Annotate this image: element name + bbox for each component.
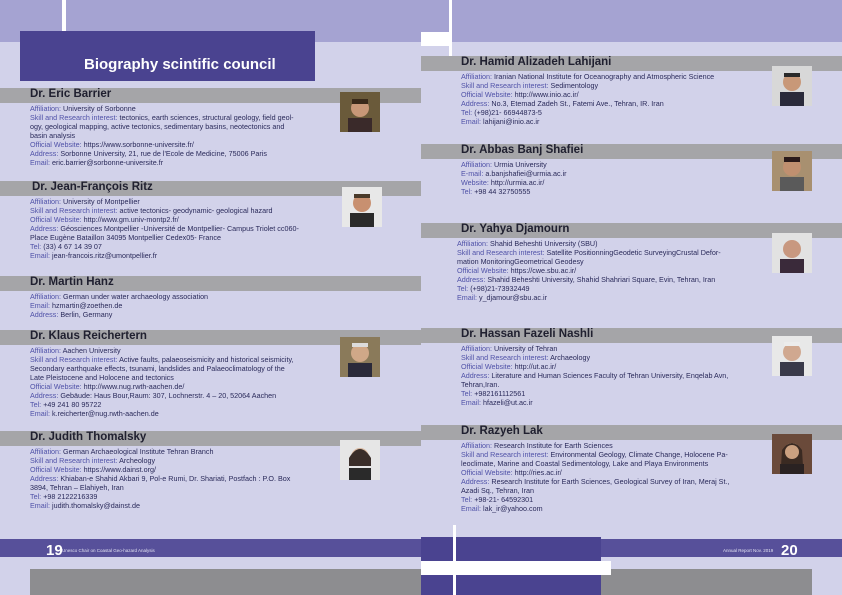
detail-value: basin analysis	[30, 131, 76, 140]
detail-label: Skill and Research interest:	[30, 355, 120, 364]
bio-details	[30, 346, 330, 418]
detail-label: Address:	[30, 474, 61, 483]
footer-text: Annual Report Nov. 2019	[723, 548, 774, 553]
detail-line	[30, 492, 330, 501]
detail-value: jean-francois.ritz@umontpellier.fr	[51, 251, 158, 260]
bio-entry	[0, 276, 421, 319]
page-heading: Biography scintific council	[84, 56, 276, 73]
footer-band	[601, 539, 842, 557]
detail-label: Tel:	[30, 492, 44, 501]
detail-line	[30, 310, 330, 319]
portrait-photo	[772, 233, 812, 273]
detail-value: +98 44 32750555	[474, 187, 531, 196]
bio-entry	[421, 328, 842, 407]
detail-label: Email:	[30, 251, 52, 260]
bio-entry	[421, 425, 842, 513]
detail-line	[461, 72, 771, 81]
name-bar	[0, 276, 421, 291]
detail-label: Skill and Research interest:	[30, 206, 120, 215]
detail-line	[30, 113, 330, 122]
detail-label: Address:	[461, 477, 492, 486]
detail-value: Gebäude: Haus Bour,Raum: 307, Lochnerstr. 4 – 20, 52064 Aachen	[60, 391, 277, 400]
detail-line	[461, 389, 771, 398]
detail-label: Address:	[457, 275, 488, 284]
portrait-photo	[772, 66, 812, 106]
detail-value: lahijani@inio.ac.ir	[482, 117, 540, 126]
detail-value: http://ut.ac.ir/	[514, 362, 557, 371]
footer-text: Unesco Chair on Coastal Geo-hazard Analysis	[62, 548, 155, 553]
bio-details	[461, 441, 771, 513]
detail-label: Website:	[461, 178, 491, 187]
detail-line	[30, 501, 330, 510]
detail-value: Research Institute for Earth Sciences, Geological Survey of Iran, Meraj St.,	[491, 477, 730, 486]
detail-line	[461, 450, 771, 459]
detail-value: active tectonics- geodynamic- geological hazard	[119, 206, 273, 215]
detail-line	[461, 495, 771, 504]
detail-line	[30, 149, 330, 158]
detail-label: Official Website:	[30, 140, 84, 149]
detail-value: Aachen University	[62, 346, 121, 355]
detail-label: Official Website:	[457, 266, 511, 275]
detail-line	[461, 459, 771, 468]
detail-line	[30, 346, 330, 355]
detail-line	[461, 169, 761, 178]
person-name: Dr. Abbas Banj Shafiei	[461, 144, 584, 156]
detail-line	[461, 344, 771, 353]
person-name: Dr. Klaus Reichertern	[30, 330, 147, 342]
detail-label: Affiliation:	[461, 441, 495, 450]
detail-value: ogy, geological mapping, active tectonics, sedimentary basins, neotectonics and	[30, 122, 285, 131]
detail-label: Skill and Research interest:	[30, 456, 120, 465]
detail-line	[30, 465, 330, 474]
detail-value: Iranian National Institute for Oceanography and Atmospheric Science	[494, 72, 715, 81]
detail-label: Affiliation:	[461, 344, 495, 353]
bio-details	[461, 344, 771, 407]
detail-label: Affiliation:	[30, 346, 63, 355]
detail-label: Official Website:	[461, 362, 515, 371]
bio-entry	[0, 330, 421, 418]
detail-value: Research Institute for Earth Sciences	[494, 441, 613, 450]
detail-line	[30, 197, 340, 206]
detail-line	[30, 131, 330, 140]
detail-value: Urmia University	[494, 160, 547, 169]
detail-value: (+98)21- 66944873-5	[474, 108, 542, 117]
detail-line	[461, 504, 771, 513]
detail-label: Email:	[461, 398, 483, 407]
detail-label: Affiliation:	[461, 72, 495, 81]
bio-details	[30, 197, 340, 260]
detail-line	[30, 242, 340, 251]
detail-label: Email:	[30, 158, 52, 167]
portrait-photo	[772, 336, 812, 376]
detail-value: hfazeli@ut.ac.ir	[482, 398, 533, 407]
detail-label: Email:	[30, 301, 52, 310]
detail-line	[457, 239, 757, 248]
detail-line	[30, 224, 340, 233]
detail-value: leoclimate, Marine and Coastal Sedimentology, Lake and Playa Environments	[461, 459, 709, 468]
detail-value: eric.barrier@sorbonne-universite.fr	[51, 158, 164, 167]
detail-value: tectonics, earth sciences, structural geology, field geol-	[119, 113, 294, 122]
bio-entry	[0, 88, 421, 167]
detail-line	[30, 364, 330, 373]
detail-value: Active faults, palaeoseismicity and historical seismicity,	[119, 355, 294, 364]
person-name: Dr. Yahya Djamourn	[461, 223, 570, 235]
detail-label: Address:	[30, 391, 61, 400]
detail-line	[30, 382, 330, 391]
detail-line	[30, 355, 330, 364]
portrait-photo	[340, 440, 380, 480]
detail-value: Shahid Beheshti University, Shahid Shahriari Square, Evin, Tehran, Iran	[487, 275, 716, 284]
detail-value: Tehran,Iran.	[461, 380, 500, 389]
detail-line	[457, 284, 757, 293]
detail-label: Tel:	[461, 108, 475, 117]
detail-label: Tel:	[461, 389, 475, 398]
bio-details	[30, 292, 330, 319]
detail-value: Satellite PositionningGeodetic SurveyingCrustal Defor-	[546, 248, 721, 257]
detail-line	[461, 81, 771, 90]
detail-value: https://www.sorbonne-universite.fr/	[83, 140, 194, 149]
detail-value: +49 241 80 95722	[43, 400, 102, 409]
bio-entry	[0, 431, 421, 510]
top-band	[421, 0, 842, 42]
detail-line	[30, 301, 330, 310]
detail-value: Shahid Beheshti University (SBU)	[490, 239, 598, 248]
detail-value: (33) 4 67 14 39 07	[43, 242, 102, 251]
detail-line	[461, 486, 771, 495]
detail-label: Affiliation:	[30, 447, 64, 456]
detail-value: Archaeology	[550, 353, 591, 362]
detail-value: +98-21- 64592301	[474, 495, 534, 504]
detail-line	[461, 371, 771, 380]
detail-line	[30, 474, 330, 483]
detail-line	[30, 391, 330, 400]
detail-label: Tel:	[457, 284, 471, 293]
person-name: Dr. Hamid Alizadeh Lahijani	[461, 56, 612, 68]
detail-label: Tel:	[30, 400, 44, 409]
detail-label: Affiliation:	[30, 197, 64, 206]
bio-details	[457, 239, 757, 302]
right-page	[421, 0, 842, 595]
detail-line	[30, 292, 330, 301]
detail-label: Skill and Research interest:	[461, 81, 551, 90]
detail-value: http://urmia.ac.ir/	[490, 178, 545, 187]
detail-label: Official Website:	[461, 90, 515, 99]
detail-value: +982161112561	[474, 389, 526, 398]
detail-value: Sorbonne University, 21, rue de l'Ecole de Medicine, 75006 Paris	[60, 149, 267, 158]
detail-line	[461, 90, 771, 99]
detail-value: Khiaban-e Shahid Akbari 9, Pol-e Rumi, Dr. Shariati, Postfach : P.O. Box	[60, 474, 291, 483]
portrait-photo	[772, 151, 812, 191]
detail-label: Email:	[30, 501, 52, 510]
detail-value: Literature and Human Sciences Faculty of Tehran University, Enqelab Avn,	[491, 371, 729, 380]
detail-line	[30, 233, 340, 242]
detail-line	[30, 206, 340, 215]
detail-line	[30, 373, 330, 382]
detail-value: http://www.nug.rwth-aachen.de/	[83, 382, 185, 391]
bio-details	[30, 104, 330, 167]
detail-line	[461, 108, 771, 117]
detail-value: +98 2122216339	[43, 492, 98, 501]
detail-value: Azadi Sq., Tehran, Iran	[461, 486, 534, 495]
detail-value: German Archaeological Institute Tehran Branch	[63, 447, 214, 456]
detail-label: Address:	[461, 99, 492, 108]
detail-value: http://www.gm.univ-montp2.fr/	[83, 215, 179, 224]
detail-label: Official Website:	[30, 382, 84, 391]
bio-entry	[421, 223, 842, 302]
detail-value: http://www.inio.ac.ir/	[514, 90, 579, 99]
person-name: Dr. Judith Thomalsky	[30, 431, 147, 443]
bio-details	[461, 72, 771, 126]
detail-line	[457, 293, 757, 302]
detail-label: Tel:	[461, 187, 475, 196]
detail-value: German under water archaeology association	[63, 292, 209, 301]
bottom-band	[30, 569, 421, 595]
detail-label: Email:	[457, 293, 479, 302]
decor-block	[421, 32, 451, 46]
detail-label: Official Website:	[30, 215, 84, 224]
bio-entry	[421, 144, 842, 196]
detail-value: No.3, Etemad Zadeh St., Fatemi Ave., Tehran, IR. Iran	[491, 99, 664, 108]
bio-details	[461, 160, 761, 196]
detail-label: Address:	[461, 371, 492, 380]
detail-value: Berlin, Germany	[60, 310, 113, 319]
person-name: Dr. Jean-François Ritz	[32, 181, 153, 193]
detail-line	[30, 251, 340, 260]
detail-line	[30, 158, 330, 167]
detail-line	[461, 380, 771, 389]
detail-value: judith.thomalsky@dainst.de	[51, 501, 140, 510]
bio-entry	[421, 56, 842, 126]
detail-value: y_djamour@sbu.ac.ir	[478, 293, 547, 302]
detail-value: (+98)21-73932449	[470, 284, 530, 293]
detail-line	[461, 468, 771, 477]
detail-line	[30, 456, 330, 465]
detail-value: hzmartin@zoethen.de	[51, 301, 123, 310]
detail-value: University of Tehran	[494, 344, 558, 353]
decor-line	[453, 525, 456, 595]
portrait-photo	[342, 187, 382, 227]
bio-entry	[0, 181, 421, 260]
detail-value: University of Montpellier	[63, 197, 140, 206]
detail-value: Place Eugène Bataillon 34095 Montpellier Cedex05- France	[30, 233, 221, 242]
detail-line	[457, 257, 757, 266]
detail-value: Sedimentology	[550, 81, 599, 90]
detail-line	[30, 483, 330, 492]
detail-line	[30, 447, 330, 456]
detail-value: Environmental Geology, Climate Change, Holocene Pa-	[550, 450, 728, 459]
detail-value: University of Sorbonne	[63, 104, 136, 113]
detail-label: Email:	[461, 117, 483, 126]
detail-label: Email:	[30, 409, 52, 418]
detail-value: Géosciences Montpellier -Université de Montpellier- Campus Triolet cc060-	[60, 224, 299, 233]
detail-line	[457, 275, 757, 284]
decor-block	[421, 561, 611, 575]
heading-box	[20, 31, 315, 81]
detail-label: Official Website:	[30, 465, 84, 474]
detail-label: Official Website:	[461, 468, 515, 477]
detail-line	[461, 477, 771, 486]
detail-label: Tel:	[461, 495, 475, 504]
bio-details	[30, 447, 330, 510]
detail-label: Affiliation:	[30, 292, 64, 301]
detail-value: Secondary earthquake effects, tsunami, landslides and Palaeoclimatology of the	[30, 364, 285, 373]
detail-line	[30, 122, 330, 131]
detail-label: Affiliation:	[30, 104, 64, 113]
portrait-photo	[340, 337, 380, 377]
page-number: 20	[781, 542, 798, 559]
detail-label: Skill and Research interest:	[457, 248, 547, 257]
detail-label: Tel:	[30, 242, 44, 251]
detail-value: lak_ir@yahoo.com	[482, 504, 543, 513]
detail-line	[461, 398, 771, 407]
portrait-photo	[772, 434, 812, 474]
detail-label: Address:	[30, 310, 61, 319]
portrait-photo	[340, 92, 380, 132]
page-number: 19	[46, 542, 63, 559]
detail-label: Affiliation:	[461, 160, 495, 169]
detail-label: Address:	[30, 224, 61, 233]
detail-line	[30, 140, 330, 149]
detail-label: Affiliation:	[457, 239, 491, 248]
detail-label: Skill and Research interest:	[461, 450, 551, 459]
detail-line	[461, 187, 761, 196]
detail-value: mation MonitoringGeometrical Geodesy	[457, 257, 584, 266]
person-name: Dr. Eric Barrier	[30, 88, 112, 100]
detail-line	[461, 117, 771, 126]
detail-line	[30, 104, 330, 113]
detail-value: Archeology	[119, 456, 156, 465]
person-name: Dr. Hassan Fazeli Nashli	[461, 328, 594, 340]
detail-value: http://ries.ac.ir/	[514, 468, 562, 477]
detail-value: 3894, Tehran – Elahiyeh, Iran	[30, 483, 124, 492]
detail-line	[457, 266, 757, 275]
detail-value: https://www.dainst.org/	[83, 465, 156, 474]
detail-label: Skill and Research interest:	[30, 113, 120, 122]
detail-line	[461, 441, 771, 450]
detail-line	[30, 215, 340, 224]
detail-label: E-mail:	[461, 169, 486, 178]
detail-value: k.reicherter@nug.rwth-aachen.de	[51, 409, 159, 418]
detail-value: Late Pleistocene and Holocene and tectonics	[30, 373, 174, 382]
detail-value: https://cwe.sbu.ac.ir/	[510, 266, 577, 275]
detail-value: a.banjshafiei@urmia.ac.ir	[485, 169, 567, 178]
detail-line	[30, 400, 330, 409]
detail-line	[461, 362, 771, 371]
detail-line	[30, 409, 330, 418]
detail-label: Email:	[461, 504, 483, 513]
detail-line	[461, 99, 771, 108]
person-name: Dr. Martin Hanz	[30, 276, 114, 288]
detail-label: Skill and Research interest:	[461, 353, 551, 362]
detail-line	[461, 353, 771, 362]
detail-line	[461, 178, 761, 187]
detail-label: Address:	[30, 149, 61, 158]
person-name: Dr. Razyeh Lak	[461, 425, 543, 437]
detail-line	[457, 248, 757, 257]
decor-line	[449, 0, 452, 56]
detail-line	[461, 160, 761, 169]
